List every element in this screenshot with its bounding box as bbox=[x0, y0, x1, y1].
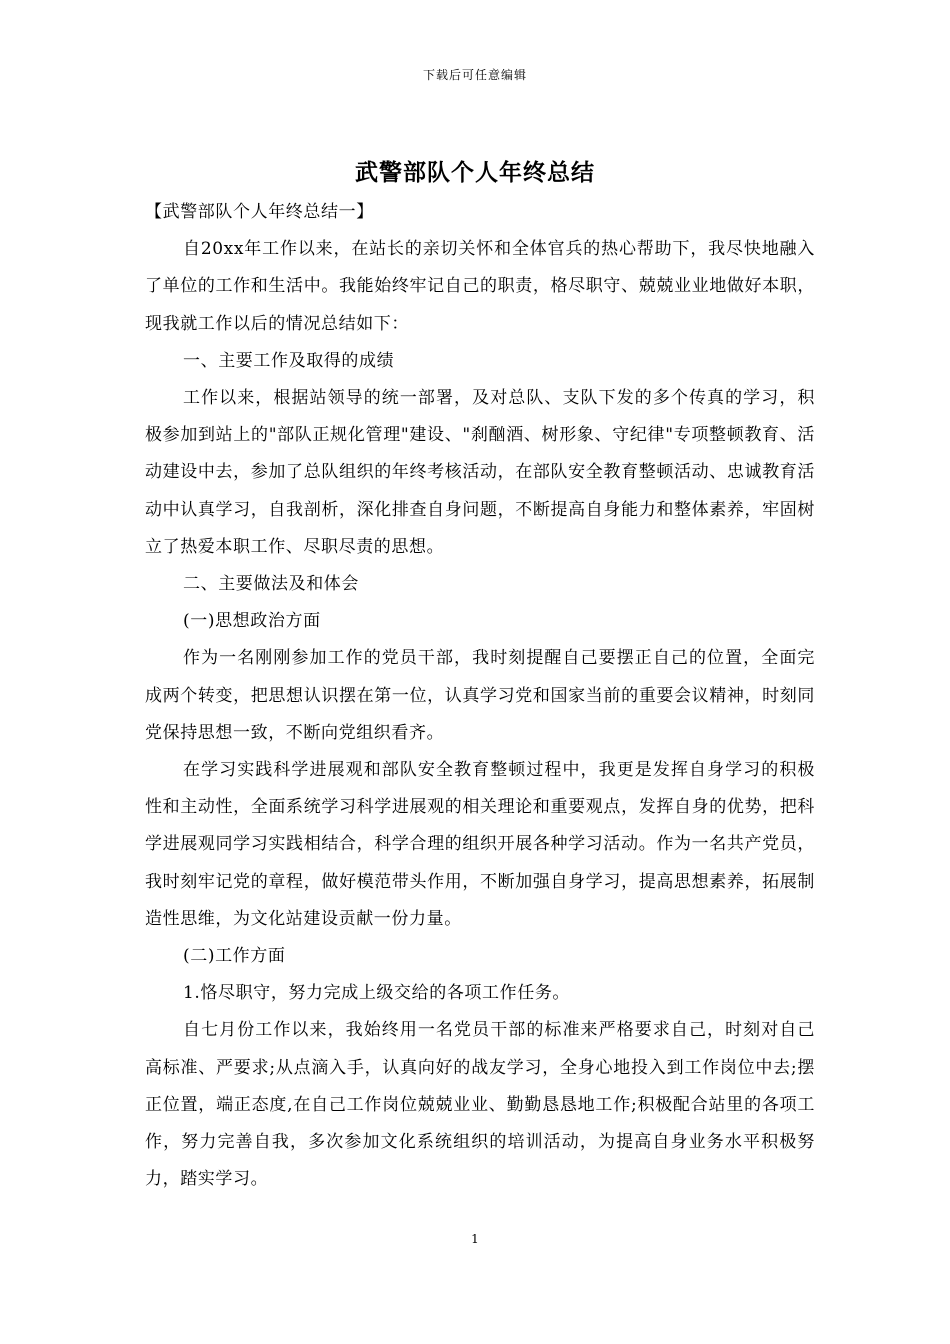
document-title: 武警部队个人年终总结 bbox=[355, 159, 595, 186]
paragraph: 自20xx年工作以来，在站长的亲切关怀和全体官兵的热心帮助下，我尽快地融入了单位的工作和生活中。我能始终牢记自己的职责，格尽职守、兢兢业业地做好本职，现我就工作以后的情况总结如下： bbox=[145, 239, 815, 334]
subheading: (一)思想政治方面 bbox=[183, 611, 321, 632]
section-heading: 【武警部队个人年终总结一】 bbox=[145, 202, 374, 222]
paragraph: 自七月份工作以来，我始终用一名党员干部的标准来严格要求自己，时刻对自己高标准、严要求;从点滴入手，认真向好的战友学习，全身心地投入到工作岗位中去;摆正位置，端正态度,在自己工作岗位兢兢业业、勤勤恳恳地工作;积极配合站里的各项工作，努力完善自我，多次参加文化系统组织的培训活动，为提高自身业务水平积极努力，踏实学习。 bbox=[145, 1020, 815, 1190]
header-note: 下载后可任意编辑 bbox=[422, 68, 527, 82]
paragraph: 工作以来，根据站领导的统一部署，及对总队、支队下发的多个传真的学习，积极参加到站上的"部队正规化管理"建设、"刹酗酒、树形象、守纪律"专项整顿教育、活动建设中去，参加了总队组织的年终考核活动，在部队安全教育整顿活动、忠诚教育活动中认真学习，自我剖析，深化排查自身问题，不断提高自身能力和整体素养，牢固树立了热爱本职工作、尽职尽责的思想。 bbox=[145, 388, 815, 557]
paragraph: 在学习实践科学进展观和部队安全教育整顿过程中，我更是发挥自身学习的积极性和主动性，全面系统学习科学进展观的相关理论和重要观点，发挥自身的优势，把科学进展观同学习实践相结合，科学合理的组织开展各种学习活动。作为一名共产党员，我时刻牢记党的章程，做好模范带头作用，不断加强自身学习，提高思想素养，拓展制造性思维，为文化站建设贡献一份力量。 bbox=[145, 760, 815, 929]
list-item: 1.恪尽职守，努力完成上级交给的各项工作任务。 bbox=[183, 983, 571, 1004]
subheading: 二、主要做法及和体会 bbox=[183, 574, 359, 595]
paragraph: 作为一名刚刚参加工作的党员干部，我时刻提醒自己要摆正自己的位置，全面完成两个转变，把思想认识摆在第一位，认真学习党和国家当前的重要会议精神，时刻同党保持思想一致，不断向党组织看齐。 bbox=[145, 648, 815, 743]
document-body bbox=[145, 194, 815, 1198]
subheading: 一、主要工作及取得的成绩 bbox=[183, 350, 395, 371]
subheading: (二)工作方面 bbox=[183, 946, 286, 967]
page-number: 1 bbox=[471, 1232, 479, 1246]
